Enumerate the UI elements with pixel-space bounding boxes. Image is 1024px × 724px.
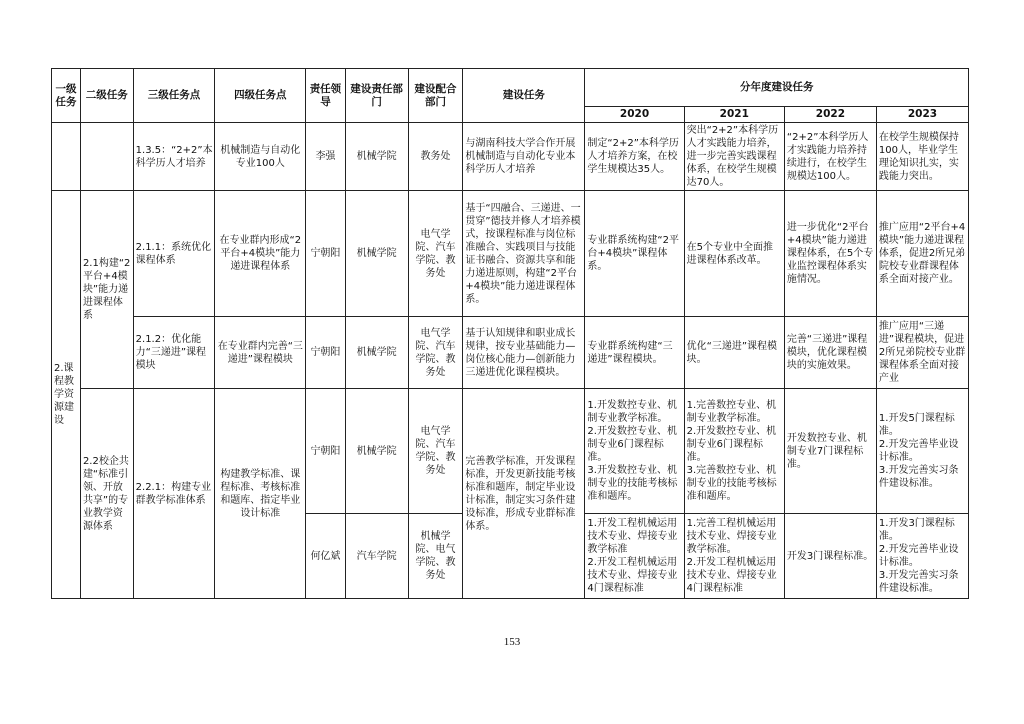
cell-task: 与湖南科技大学合作开展机械制造与自动化专业本科学历人才培养 [463, 123, 585, 191]
header-2020: 2020 [585, 107, 684, 123]
cell-coop: 机械学院、电气学院、教务处 [408, 514, 463, 599]
cell-leader: 宁朝阳 [306, 191, 345, 317]
cell-level3: 2.1.1：系统优化课程体系 [133, 191, 215, 317]
cell-2021: 在5个专业中全面推进课程体系改革。 [684, 191, 784, 317]
cell-level2: 2.2校企共建“标准引领、开放共享”的专业教学资源体系 [80, 389, 133, 599]
cell-level1: 2.课程教学资源建设 [52, 191, 81, 599]
table-row [52, 191, 969, 317]
cell-level4: 机械制造与自动化专业100人 [215, 123, 306, 191]
cell-leader: 宁朝阳 [306, 317, 345, 389]
header-task: 建设任务 [463, 69, 585, 123]
header-2022: 2022 [784, 107, 876, 123]
cell-2022: 完善“三递进”课程模块，优化课程模块的实施效果。 [784, 317, 876, 389]
cell-dept: 机械学院 [345, 317, 408, 389]
header-level2: 二级任务 [80, 69, 133, 123]
cell-dept: 机械学院 [345, 191, 408, 317]
cell-2020: 专业群系统构建“2平台+4模块”课程体系。 [585, 191, 684, 317]
cell-level2: 2.1构建“2平台+4模块”能力递进课程体系 [80, 191, 133, 389]
table-row [52, 317, 969, 389]
header-2023: 2023 [876, 107, 968, 123]
cell-level4: 在专业群内完善“三递进”课程模块 [215, 317, 306, 389]
cell-coop: 教务处 [408, 123, 463, 191]
cell-leader: 宁朝阳 [306, 389, 345, 514]
cell-task: 基于“四融合、三递进、一贯穿”德技并修人才培养模式，按课程标准与岗位标准融合、实践项目与技能证书融合、资源共享和能力递进原则，构建“2平台+4模块”能力递进课程体系。 [463, 191, 585, 317]
cell-leader: 何亿斌 [306, 514, 345, 599]
cell-level3: 1.3.5：“2+2”本科学历人才培养 [133, 123, 215, 191]
cell-dept: 汽车学院 [345, 514, 408, 599]
header-2021: 2021 [684, 107, 784, 123]
header-dept: 建设责任部门 [345, 69, 408, 123]
header-level3: 三级任务点 [133, 69, 215, 123]
cell-coop: 电气学院、汽车学院、教务处 [408, 317, 463, 389]
construction-plan-table [51, 68, 969, 599]
cell-2023: 1.开发5门课程标准。 2.开发完善毕业设计标准。 3.开发完善实习条件建设标准。 [876, 389, 968, 514]
cell-2022: 进一步优化“2平台+4模块”能力递进课程体系，在5个专业监控课程体系实施情况。 [784, 191, 876, 317]
cell-2020: 制定“2+2”本科学历人才培养方案，在校学生规模达35人。 [585, 123, 684, 191]
cell-2023: 在校学生规模保持100人，毕业学生理论知识扎实，实践能力突出。 [876, 123, 968, 191]
cell-coop: 电气学院、汽车学院、教务处 [408, 389, 463, 514]
header-coop: 建设配合部门 [408, 69, 463, 123]
cell-2022: 开发数控专业、机制专业7门课程标准。 [784, 389, 876, 514]
cell-2021: 优化“三递进”课程模块。 [684, 317, 784, 389]
cell-2023: 推广应用“三递进”课程模块，促进2所兄弟院校专业群课程体系全面对接产业 [876, 317, 968, 389]
cell-level3: 2.2.1：构建专业群教学标准体系 [133, 389, 215, 599]
header-annual: 分年度建设任务 [585, 69, 969, 107]
cell-2022: 开发3门课程标准。 [784, 514, 876, 599]
cell-2021: 1.完善工程机械运用技术专业、焊接专业教学标准。 2.开发工程机械运用技术专业、焊接专业4门课程标准 [684, 514, 784, 599]
cell-dept: 机械学院 [345, 123, 408, 191]
cell-2020: 1.开发工程机械运用技术专业、焊接专业教学标准 2.开发工程机械运用技术专业、焊接专业4门课程标准 [585, 514, 684, 599]
cell-2023: 推广应用“2平台+4模块”能力递进课程体系，促进2所兄弟院校专业群课程体系全面对接产业。 [876, 191, 968, 317]
cell-level3: 2.1.2：优化能力“三递进”课程模块 [133, 317, 215, 389]
table-row [52, 389, 969, 514]
cell-level1-empty [52, 123, 81, 191]
header-level4: 四级任务点 [215, 69, 306, 123]
cell-level2-empty [80, 123, 133, 191]
cell-coop: 电气学院、汽车学院、教务处 [408, 191, 463, 317]
cell-2021: 突出“2+2”本科学历人才实践能力培养，进一步完善实践课程体系，在校学生规模达70人。 [684, 123, 784, 191]
cell-level4: 在专业群内形成“2平台+4模块”能力递进课程体系 [215, 191, 306, 317]
cell-2023: 1.开发3门课程标准。 2.开发完善毕业设计标准。 3.开发完善实习条件建设标准。 [876, 514, 968, 599]
table-row [52, 123, 969, 191]
cell-leader: 李强 [306, 123, 345, 191]
cell-2020: 1.开发数控专业、机制专业教学标准。 2.开发数控专业、机制专业6门课程标准。 3.开发数控专业、机制专业的技能考核标准和题库。 [585, 389, 684, 514]
cell-2022: “2+2”本科学历人才实践能力培养持续进行，在校学生规模达100人。 [784, 123, 876, 191]
cell-dept: 机械学院 [345, 389, 408, 514]
page-number: 153 [503, 636, 521, 648]
cell-task: 基于认知规律和职业成长规律，按专业基础能力—岗位核心能力—创新能力三递进优化课程模块。 [463, 317, 585, 389]
cell-task: 完善教学标准，开发课程标准，开发更新技能考核标准和题库，制定毕业设计标准，制定实习条件建设标准，形成专业群标准体系。 [463, 389, 585, 599]
header-row [52, 69, 969, 107]
cell-level4: 构建教学标准、课程标准、考核标准和题库、指定毕业设计标准 [215, 389, 306, 599]
cell-2021: 1.完善数控专业、机制专业教学标准。 2.开发数控专业、机制专业6门课程标准。 3.完善数控专业、机制专业的技能考核标准和题库。 [684, 389, 784, 514]
header-level1: 一级任务 [52, 69, 81, 123]
header-leader: 责任领导 [306, 69, 345, 123]
cell-2020: 专业群系统构建“三递进”课程模块。 [585, 317, 684, 389]
